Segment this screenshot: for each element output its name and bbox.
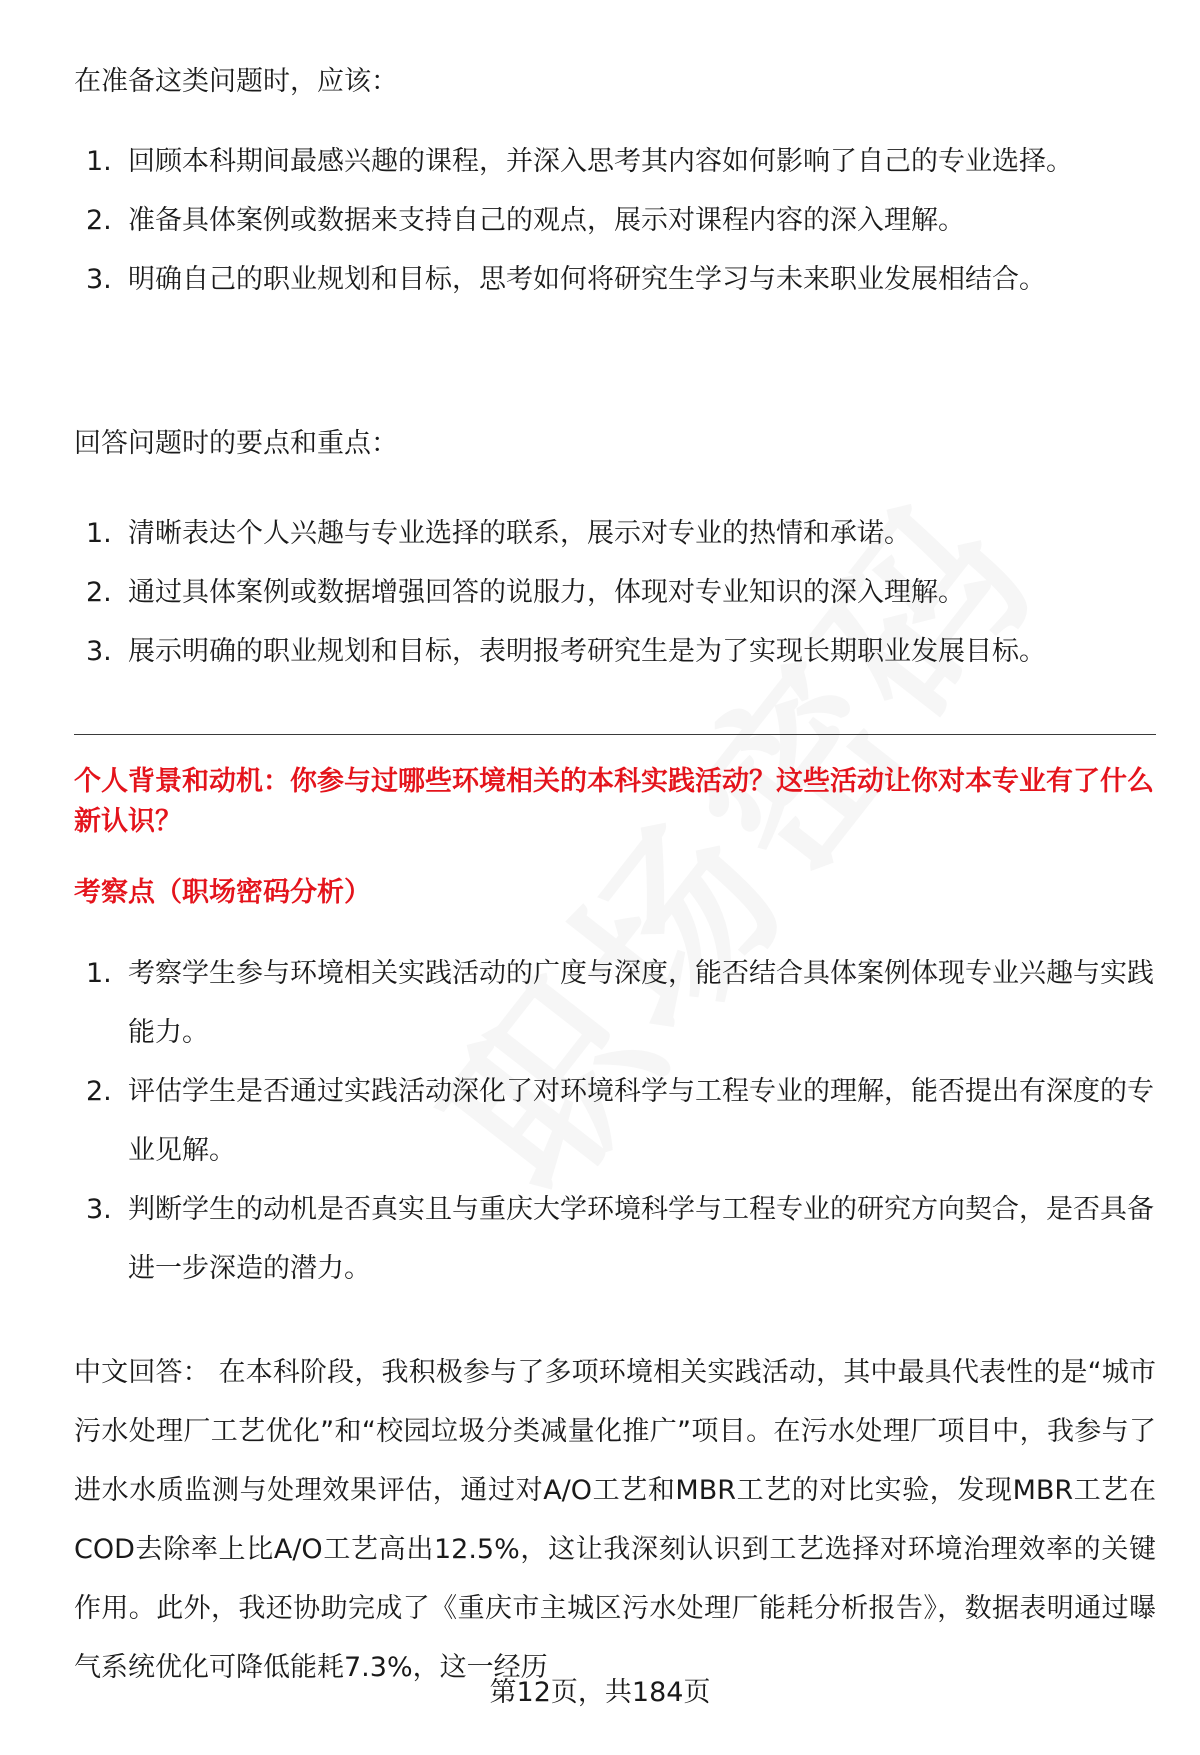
list-number: 1. [86,146,112,177]
list-item-text: 评估学生是否通过实践活动深化了对环境科学与工程专业的理解，能否提出有深度的专业见解。 [128,1076,1154,1166]
list-item-text: 回顾本科期间最感兴趣的课程，并深入思考其内容如何影响了自己的专业选择。 [128,146,1073,177]
list-number: 2. [86,577,112,608]
list-number: 1. [86,958,112,989]
list-item [74,1180,1154,1298]
list-item [74,191,1154,250]
list-item-text: 清晰表达个人兴趣与专业选择的联系，展示对专业的热情和承诺。 [128,518,911,549]
list-item-text: 判断学生的动机是否真实且与重庆大学环境科学与工程专业的研究方向契合，是否具备进一步深造的潜力。 [128,1194,1154,1284]
points-list [74,504,1154,681]
list-item [74,622,1154,681]
list-item-text: 通过具体案例或数据增强回答的说服力，体现对专业知识的深入理解。 [128,577,965,608]
prep-list [74,132,1154,309]
intro-text-points: 回答问题时的要点和重点： [74,428,398,459]
list-number: 1. [86,518,112,549]
list-number: 2. [86,1076,112,1107]
list-item-text: 明确自己的职业规划和目标，思考如何将研究生学习与未来职业发展相结合。 [128,264,1046,295]
list-item [74,1062,1154,1180]
list-number: 2. [86,205,112,236]
chinese-answer-paragraph: 中文回答： 在本科阶段，我积极参与了多项环境相关实践活动，其中最具代表性的是“城市污水处理厂工艺优化”和“校园垃圾分类减量化推广”项目。在污水处理厂项目中，我参与了进水水质监测与处理效果评估，通过对A/O工艺和MBR工艺的对比实验，发现MBR工艺在COD去除率上比A/O工艺高出12.5%，这让我深刻认识到工艺选择对环境治理效率的关键作用。此外，我还协助完成了《重庆市主城区污水处理厂能耗分析报告》，数据表明通过曝气系统优化可降低能耗7.3%，这一经历 [74,1357,1156,1683]
question-heading: 个人背景和动机：你参与过哪些环境相关的本科实践活动？这些活动让你对本专业有了什么新认识？ [74,766,1154,837]
page-number: 第12页，共184页 [489,1677,711,1708]
list-item [74,563,1154,622]
list-item-text: 考察学生参与环境相关实践活动的广度与深度，能否结合具体案例体现专业兴趣与实践能力。 [128,958,1154,1048]
list-number: 3. [86,636,112,667]
intro-text-prep: 在准备这类问题时，应该： [74,66,398,97]
list-number: 3. [86,1194,112,1225]
list-item [74,944,1154,1062]
list-number: 3. [86,264,112,295]
list-item [74,504,1154,563]
list-item [74,132,1154,191]
list-item-text: 准备具体案例或数据来支持自己的观点，展示对课程内容的深入理解。 [128,205,965,236]
exam-points-heading: 考察点（职场密码分析） [74,877,371,908]
list-item-text: 展示明确的职业规划和目标，表明报考研究生是为了实现长期职业发展目标。 [128,636,1046,667]
section-divider [74,734,1156,735]
list-item [74,250,1154,309]
exam-points-list [74,944,1154,1298]
